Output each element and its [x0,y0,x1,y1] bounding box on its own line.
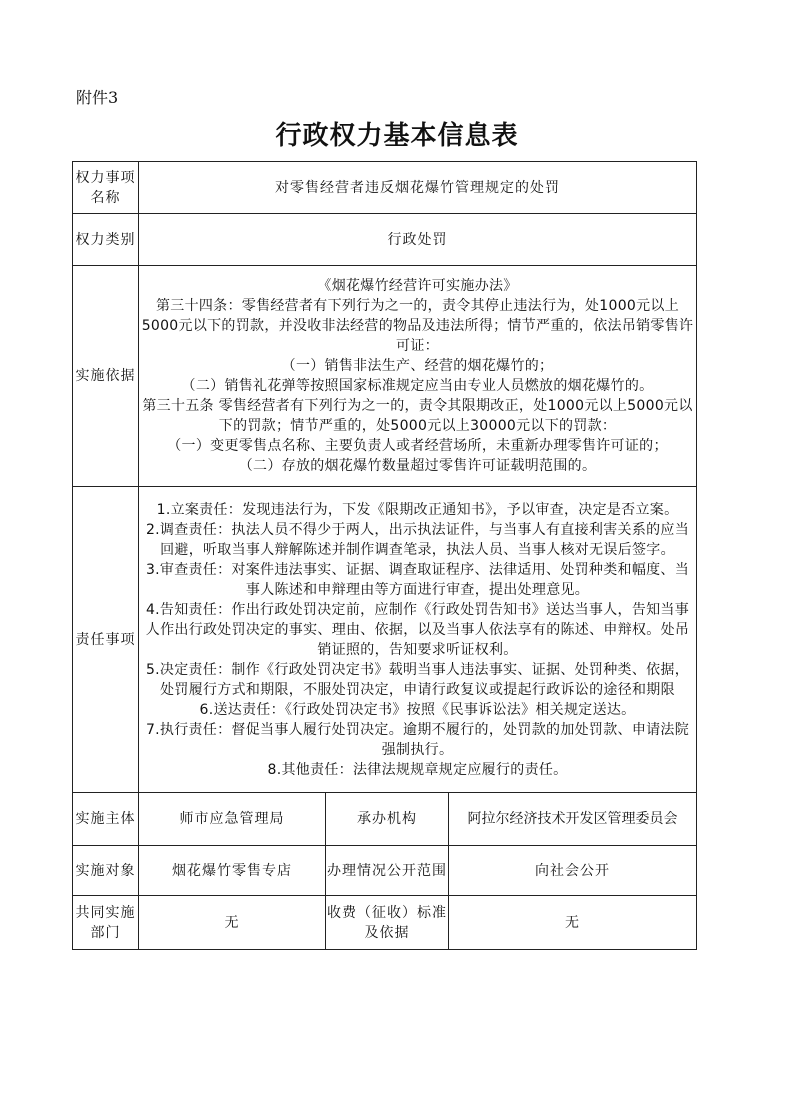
responsibility-item: 2.调查责任：执法人员不得少于两人，出示执法证件，与当事人有直接利害关系的应当回避，听取当事人辩解陈述并制作调查笔录，执法人员、当事人核对无误后签字。 [145,521,690,558]
joint-departments-label: 共同实施部门 [73,896,139,950]
basis-line: （二）销售礼花弹等按照国家标准规定应当由专业人员燃放的烟花爆竹的。 [181,378,654,394]
implementing-target-value: 烟花爆竹零售专店 [139,846,326,896]
power-info-table [72,161,697,950]
table-row-responsibilities [73,487,697,793]
table-row-joint-departments [73,896,697,950]
table-row-implementing-target [73,846,697,896]
basis-line: （二）存放的烟花爆竹数量超过零售许可证载明范围的。 [238,458,597,474]
responsibility-item: 1.立案责任：发现违法行为，下发《限期改正通知书》，予以审查，决定是否立案。 [156,501,679,518]
table-row-power-type [73,214,697,266]
attachment-label: 附件3 [76,88,119,107]
disclosure-scope-value: 向社会公开 [449,846,697,896]
basis-content [139,266,697,487]
implementing-target-label: 实施对象 [73,846,139,896]
responsibility-item: 8.其他责任：法律法规规章规定应履行的责任。 [267,761,568,778]
disclosure-scope-label: 办理情况公开范围 [326,846,449,896]
undertaking-agency-label: 承办机构 [326,793,449,846]
table-row-basis [73,266,697,487]
power-name-label: 权力事项名称 [73,162,139,214]
table-row-implementing-subject [73,793,697,846]
document-title: 行政权力基本信息表 [275,121,519,151]
responsibility-item: 6.送达责任：《行政处罚决定书》按照《民事诉讼法》相关规定送达。 [199,701,636,718]
implementing-subject-value: 师市应急管理局 [139,793,326,846]
basis-line: （一）变更零售点名称、主要负责人或者经营场所，未重新办理零售许可证的； [167,438,668,454]
responsibility-item: 3.审查责任：对案件违法事实、证据、调查取证程序、法律适用、处罚种类和幅度、当事人陈述和申辩理由等方面进行审查，提出处理意见。 [145,561,690,598]
responsibility-item: 7.执行责任：督促当事人履行处罚决定。逾期不履行的，处罚款的加处罚款、申请法院强制执行。 [145,721,690,758]
power-type-value: 行政处罚 [139,214,697,266]
basis-line: （一）销售非法生产、经营的烟花爆竹的； [281,358,554,374]
basis-line: 第三十五条 零售经营者有下列行为之一的，责令其限期改正，处1000元以上5000元以下的罚款；情节严重的，处5000元以上30000元以下的罚款： [142,398,693,434]
responsibility-item: 4.告知责任：作出行政处罚决定前，应制作《行政处罚告知书》送达当事人，告知当事人作出行政处罚决定的事实、理由、依据，以及当事人依法享有的陈述、申辩权。处吊销证照的，告知要求听证权利。 [145,601,690,658]
responsibilities-content [139,487,697,793]
power-type-label: 权力类别 [73,214,139,266]
undertaking-agency-value: 阿拉尔经济技术开发区管理委员会 [449,793,697,846]
power-name-value: 对零售经营者违反烟花爆竹管理规定的处罚 [139,162,697,214]
responsibility-item: 5.决定责任：制作《行政处罚决定书》载明当事人违法事实、证据、处罚种类、依据，处罚履行方式和期限，不服处罚决定，申请行政复议或提起行政诉讼的途径和期限 [145,661,690,698]
table-row-power-name [73,162,697,214]
basis-line: 第三十四条：零售经营者有下列行为之一的，责令其停止违法行为，处1000元以上5000元以下的罚款，并没收非法经营的物品及违法所得；情节严重的，依法吊销零售许可证： [141,298,694,354]
basis-line: 《烟花爆竹经营许可实施办法》 [317,278,518,294]
responsibilities-label: 责任事项 [73,487,139,793]
fee-standard-value: 无 [449,896,697,950]
implementing-subject-label: 实施主体 [73,793,139,846]
joint-departments-value: 无 [139,896,326,950]
fee-standard-label: 收费（征收）标准及依据 [326,896,449,950]
basis-label: 实施依据 [73,266,139,487]
